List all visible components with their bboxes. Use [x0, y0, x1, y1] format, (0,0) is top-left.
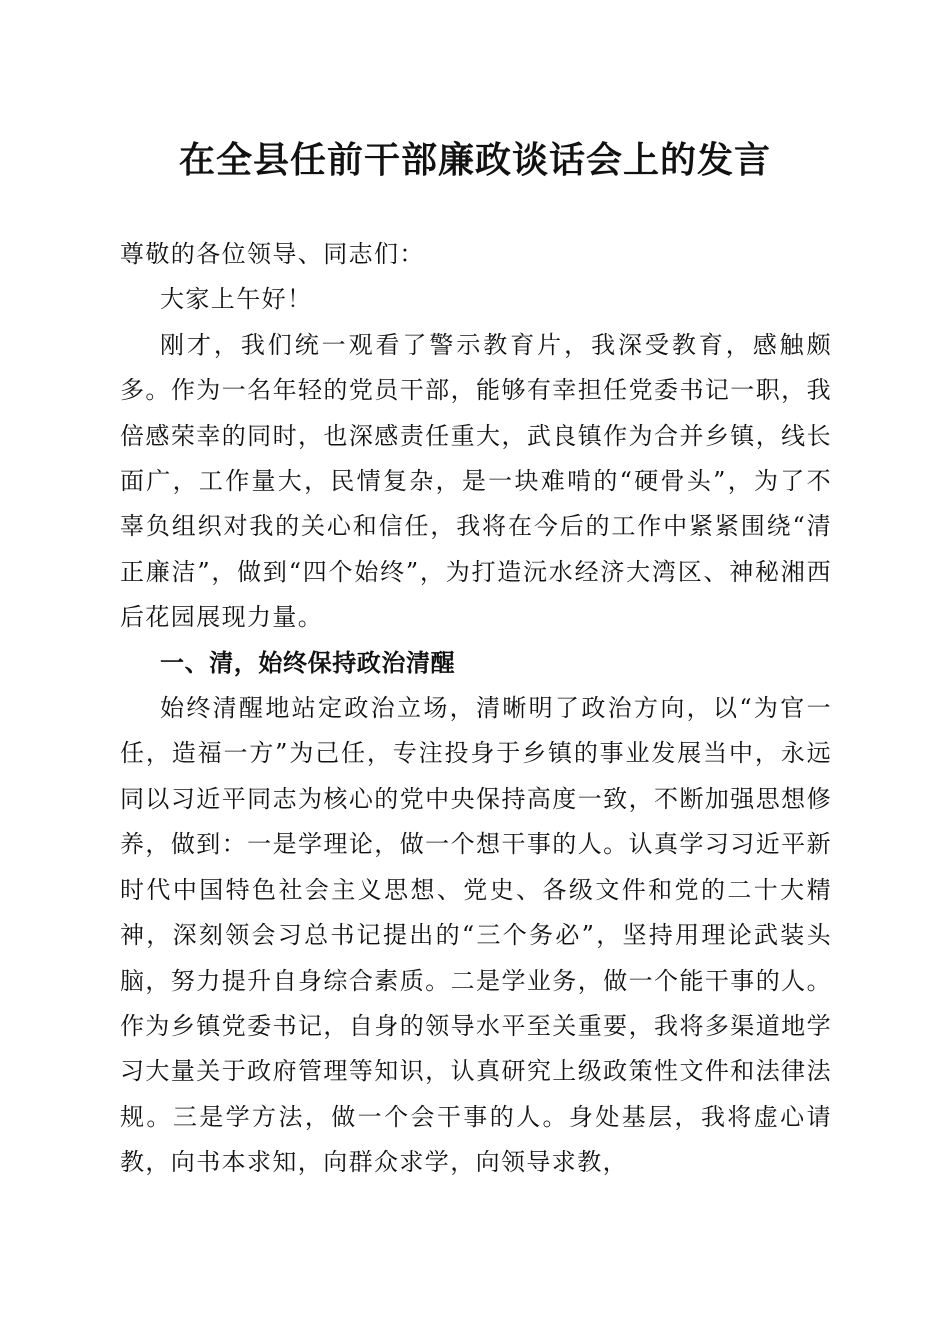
greeting: 大家上午好！ [160, 285, 313, 314]
paragraph-intro: 刚才，我们统一观看了警示教育片，我深受教育，感触颇多。作为一名年轻的党员干部，能够有幸担任党委书记一职，我倍感荣幸的同时，也深感责任重大，武良镇作为合并乡镇，线长面广，工作量大，民情复杂，是一块难啃的“硬骨头”，为了不辜负组织对我的关心和信任，我将在今后的工作中紧紧围绕“清正廉洁”，做到“四个始终”，为打造沅水经济大湾区、神秘湘西后花园展现力量。 [120, 330, 832, 632]
document-title: 在全县任前干部廉政谈话会上的发言 [178, 140, 771, 181]
section-heading: 一、清，始终保持政治清醒 [160, 648, 456, 677]
document-body [120, 232, 832, 1186]
salutation: 尊敬的各位领导、同志们： [120, 240, 425, 268]
paragraph-section-1: 始终清醒地站定政治立场，清晰明了政治方向，以“为官一任，造福一方”为己任，专注投身于乡镇的事业发展当中，永远同以习近平同志为核心的党中央保持高度一致，不断加强思想修养，做到：一是学理论，做一个想干事的人。认真学习习近平新时代中国特色社会主义思想、党史、各级文件和党的二十大精神，深刻领会习总书记提出的“三个务必”，坚持用理论武装头脑，努力提升自身综合素质。二是学业务，做一个能干事的人。作为乡镇党委书记，自身的领导水平至关重要，我将多渠道地学习大量关于政府管理等知识，认真研究上级政策性文件和法律法规。三是学方法，做一个会干事的人。身处基层，我将虚心请教，向书本求知，向群众求学，向领导求教， [120, 694, 832, 1177]
